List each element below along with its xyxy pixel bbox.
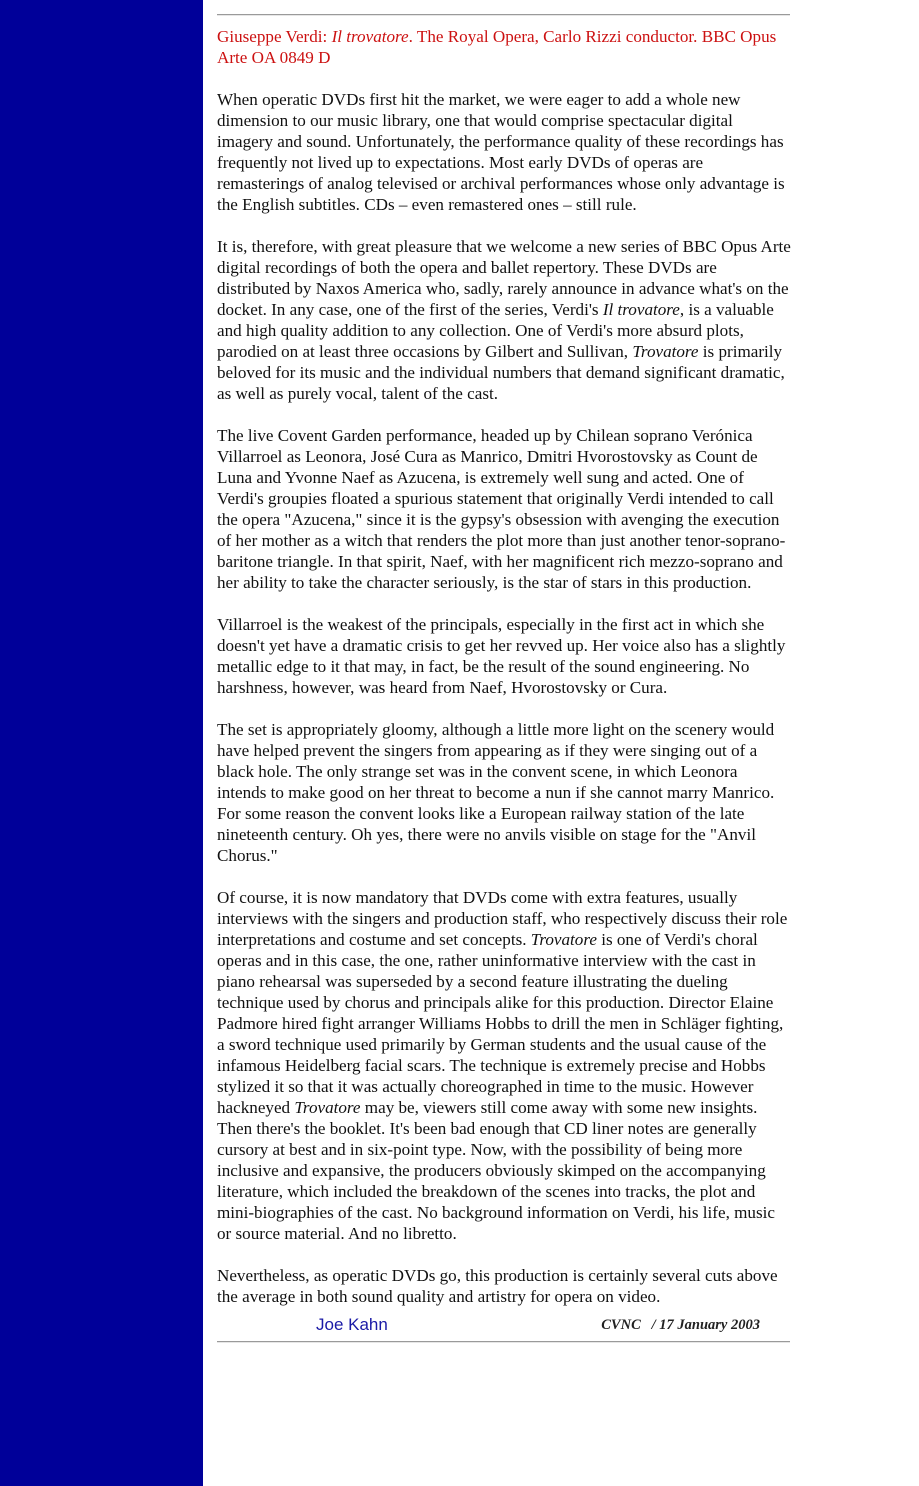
paragraph-6-text: is one of Verdi's choral operas and in this case, the one, rather uninformative interview with the cast in piano rehearsal was superseded by a second feature illustrating the dueling technique used by chorus and principals alike for this production. Director Elaine Padmore hired fight arranger Williams Hobbs to drill the men in Schläger fighting, a sword technique used primarily by German students and the usual cause of the infamous Heidelberg facial scars. The technique is extremely precise and Hobbs stylized it so that it was actually choreographed in time to the music. However hackneyed — [217, 930, 784, 1117]
paragraph-6-text: may be, viewers still come away with some new insights. — [360, 1098, 758, 1117]
paragraph-2-text: is primarily beloved for its music and the individual numbers that demand significant dramatic, as well as purely vocal, talent of the cast. — [217, 342, 785, 403]
paragraph-3: The live Covent Garden performance, headed up by Chilean soprano Verónica Villarroel as Leonora, José Cura as Manrico, Dmitri Hvorostovsky as Count de Luna and Yvonne Naef as Azucena, is extremely well sung and acted. One of Verdi's groupies floated a spurious statement that originally Verdi intended to call the opera "Azucena," since it is the gypsy's obsession with avenging the execution of her mother as a witch that renders the plot more than just another tenor-soprano-baritone triangle. In that spirit, Naef, with her magnificent rich mezzo-soprano and her ability to take the character seriously, is the star of stars in this production. — [217, 426, 786, 592]
article-content — [217, 0, 791, 1343]
paragraph-6-title-italic: Trovatore — [294, 1098, 361, 1117]
paragraph-2 — [217, 236, 791, 404]
title-opera: Il trovatore — [331, 27, 409, 46]
top-divider — [217, 14, 790, 16]
title-rest: . The Royal Opera, Carlo Rizzi conductor. BBC Opus Arte OA 0849 D — [217, 27, 777, 67]
paragraph-4: Villarroel is the weakest of the principals, especially in the first act in which she doesn't yet have a dramatic crisis to get her revved up. Her voice also has a slightly metallic edge to it that may, in fact, be the result of the sound engineering. No harshness, however, was heard from Naef, Hvorostovsky or Cura. — [217, 615, 786, 697]
paragraph-2-text: , is a valuable and high quality addition to any collection. One of Verdi's more absurd plots, parodied on at least three occasions by Gilbert and Sullivan, — [217, 300, 774, 361]
paragraph-1: When operatic DVDs first hit the market, we were eager to add a whole new dimension to our music library, one that would comprise spectacular digital imagery and sound. Unfortunately, the performance quality of these recordings has frequently not lived up to expectations. Most early DVDs of operas are remasterings of analog televised or archival performances whose only advantage is the English subtitles. CDs – even remastered ones – still rule. — [217, 90, 785, 214]
paragraph-8: Nevertheless, as operatic DVDs go, this production is certainly several cuts above the average in both sound quality and artistry for opera on video. — [217, 1266, 778, 1306]
title-composer: Giuseppe Verdi: — [217, 27, 332, 46]
left-sidebar-band — [0, 0, 203, 1486]
paragraph-5: The set is appropriately gloomy, although a little more light on the scenery would have helped prevent the singers from appearing as if they were singing out of a black hole. The only strange set was in the convent scene, in which Leonora intends to make good on her threat to become a nun if she cannot marry Manrico. For some reason the convent looks like a European railway station of the late nineteenth century. Oh yes, there were no anvils visible on stage for the "Anvil Chorus." — [217, 720, 775, 865]
paragraph-2-title-italic: Trovatore — [632, 342, 699, 361]
byline-footer — [217, 1307, 791, 1341]
paragraph-2-text: It is, therefore, with great pleasure that we welcome a new series of BBC Opus Arte digital recordings of both the opera and ballet repertory. These DVDs are distributed by Naxos America who, sadly, rarely announce in advance what's on the docket. In any case, one of the first of the series, Verdi's — [217, 237, 791, 319]
review-body — [217, 89, 791, 1307]
paragraph-7: Then there's the booklet. It's been bad enough that CD liner notes are generally cursory at best and in six-point type. Now, with the possibility of being more inclusive and expansive, the producers obviously skimped on the accompanying literature, which included the breakdown of the scenes into tracks, the plot and mini-biographies of the cast. No background information on Verdi, his life, music or source material. And no libretto. — [217, 1119, 775, 1243]
paragraph-6-text: Of course, it is now mandatory that DVDs come with extra features, usually interviews with the singers and production staff, who respectively discuss their role interpretations and costume and set concepts. — [217, 888, 788, 949]
paragraph-6 — [217, 887, 791, 1118]
paragraph-2-title-italic: Il trovatore — [602, 300, 680, 319]
author-name: Joe Kahn — [316, 1315, 388, 1334]
source-and-date: CVNC / 17 January 2003 — [601, 1317, 760, 1333]
review-title — [217, 26, 791, 68]
bottom-divider — [217, 1341, 790, 1343]
paragraph-6-title-italic: Trovatore — [530, 930, 597, 949]
